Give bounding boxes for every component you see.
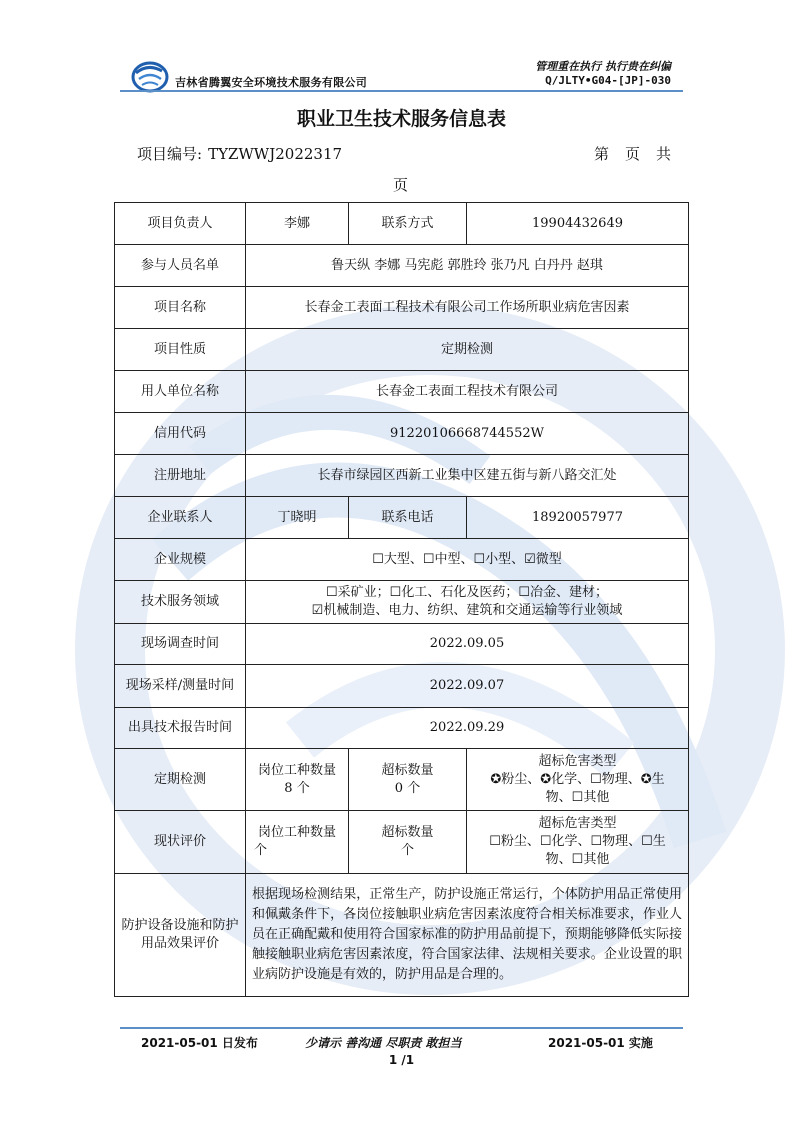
header-divider [120, 90, 683, 92]
footer-divider [120, 1027, 683, 1029]
table-row [115, 811, 689, 874]
table-row [115, 708, 689, 749]
page-header [0, 0, 803, 100]
leader-value: 李娜 [246, 203, 349, 245]
project-name-value: 长春金工表面工程技术有限公司工作场所职业病危害因素 [246, 287, 689, 329]
page-title: 职业卫生技术服务信息表 [296, 108, 506, 130]
table-row [115, 371, 689, 413]
status-posts-label: 岗位工种数量 [257, 825, 336, 840]
participants-value: 鲁天纵 李娜 马宪彪 郭胜玲 张乃凡 白丹丹 赵琪 [246, 245, 689, 287]
table-row [115, 413, 689, 455]
status-hazard-line-2: 物、☐其他 [545, 852, 610, 867]
table-row [115, 665, 689, 708]
company-logo-icon [130, 57, 170, 93]
page-indicator [594, 143, 687, 164]
table-row [115, 329, 689, 371]
periodic-hazard-line-1: ✪粉尘、✪化学、☐物理、✪生 [490, 771, 665, 787]
table-row [115, 203, 689, 245]
contact-value: 19904432649 [467, 203, 689, 245]
employer-value: 长春金工表面工程技术有限公司 [246, 371, 689, 413]
contact-label: 联系方式 [349, 203, 467, 245]
ent-phone-label: 联系电话 [349, 497, 467, 539]
periodic-posts-cell [246, 749, 349, 811]
periodic-posts-label: 岗位工种数量 [257, 762, 336, 778]
participants-label: 参与人员名单 [115, 245, 246, 287]
status-exceed-value: 个 [400, 843, 414, 858]
scale-checkboxes: ☐大型、☐中型、☐小型、☑微型 [246, 539, 689, 581]
status-hazard-cell [467, 811, 689, 874]
periodic-exceed-cell [349, 749, 467, 811]
employer-label: 用人单位名称 [115, 371, 246, 413]
table-row [115, 497, 689, 539]
project-number: TYZWWJ2022317 [208, 145, 343, 163]
field-checkboxes [246, 581, 689, 624]
scale-label: 企业规模 [115, 539, 246, 581]
eval-label: 防护设备设施和防护用品效果评价 [115, 874, 246, 997]
table-row [115, 874, 689, 997]
address-label: 注册地址 [115, 455, 246, 497]
footer-motto: 少请示 善沟通 尽职责 敢担当 [305, 1036, 462, 1050]
field-label: 技术服务领域 [115, 581, 246, 624]
company-name: 吉林省腾翼安全环境技术服务有限公司 [175, 76, 368, 89]
credit-label: 信用代码 [115, 413, 246, 455]
status-hazard-label: 超标危害类型 [538, 816, 617, 831]
document-code: Q/JLTY•G04-[JP]-030 [545, 74, 671, 87]
status-exceed-label: 超标数量 [381, 825, 434, 840]
ent-contact-value: 丁晓明 [246, 497, 349, 539]
project-number-label: 项目编号: [137, 145, 203, 163]
nature-label: 项目性质 [115, 329, 246, 371]
table-row [115, 245, 689, 287]
table-row [115, 624, 689, 665]
page-label-gong: 共 [656, 145, 672, 163]
leader-label: 项目负责人 [115, 203, 246, 245]
survey-label: 现场调查时间 [115, 624, 246, 665]
header-slogan: 管理重在执行 执行贵在纠偏 [535, 60, 671, 73]
address-value: 长春市绿园区西新工业集中区建五街与新八路交汇处 [246, 455, 689, 497]
survey-date: 2022.09.05 [246, 624, 689, 665]
status-posts-cell [246, 811, 349, 874]
nature-value: 定期检测 [246, 329, 689, 371]
table-row [115, 539, 689, 581]
sampling-date: 2022.09.07 [246, 665, 689, 708]
periodic-exceed-value: 0 个 [394, 780, 421, 796]
table-row [115, 455, 689, 497]
status-posts-value: 个 [254, 843, 268, 858]
field-line-2: ☑机械制造、电力、纺织、建筑和交通运输等行业领域 [311, 603, 623, 618]
service-info-table [114, 202, 689, 997]
ent-contact-label: 企业联系人 [115, 497, 246, 539]
table-row [115, 749, 689, 811]
eval-text: 根据现场检测结果，正常生产，防护设施正常运行，个体防护用品正常使用和佩戴条件下，各岗位接触职业病危害因素浓度符合相关标准要求，作业人员在正确配戴和使用符合国家标准的防护用品前提下，预期能够降低实际接触接触职业病危害因素浓度，符合国家法律、法规相关要求。企业设置的职业病防护设施是有效的，防护用品是合理的。 [246, 874, 689, 997]
periodic-hazard-label: 超标危害类型 [538, 753, 617, 769]
page-number: 1 /1 [388, 1053, 415, 1067]
periodic-label: 定期检测 [115, 749, 246, 811]
sampling-label: 现场采样/测量时间 [115, 665, 246, 708]
table-row [115, 287, 689, 329]
ent-phone-value: 18920057977 [467, 497, 689, 539]
project-name-label: 项目名称 [115, 287, 246, 329]
page-label-ye-2: 页 [393, 176, 409, 194]
periodic-hazard-line-2: 物、☐其他 [545, 789, 610, 805]
credit-value: 91220106668744552W [246, 413, 689, 455]
report-label: 出具技术报告时间 [115, 708, 246, 749]
periodic-exceed-label: 超标数量 [381, 762, 434, 778]
table-row [115, 581, 689, 624]
effective-date: 2021-05-01 实施 [548, 1036, 653, 1050]
status-label: 现状评价 [115, 811, 246, 874]
project-number-line [137, 143, 342, 164]
page-label-di: 第 [594, 145, 610, 163]
status-hazard-line-1: ☐粉尘、☐化学、☐物理、☐生 [489, 834, 666, 849]
periodic-posts-value: 8 个 [284, 780, 310, 796]
status-exceed-cell [349, 811, 467, 874]
page-label-ye: 页 [625, 145, 641, 163]
field-line-1: ☐采矿业；☐化工、石化及医药；☐冶金、建材； [326, 585, 608, 600]
periodic-hazard-cell [467, 749, 689, 811]
issue-date: 2021-05-01 日发布 [141, 1036, 258, 1050]
report-date: 2022.09.29 [246, 708, 689, 749]
